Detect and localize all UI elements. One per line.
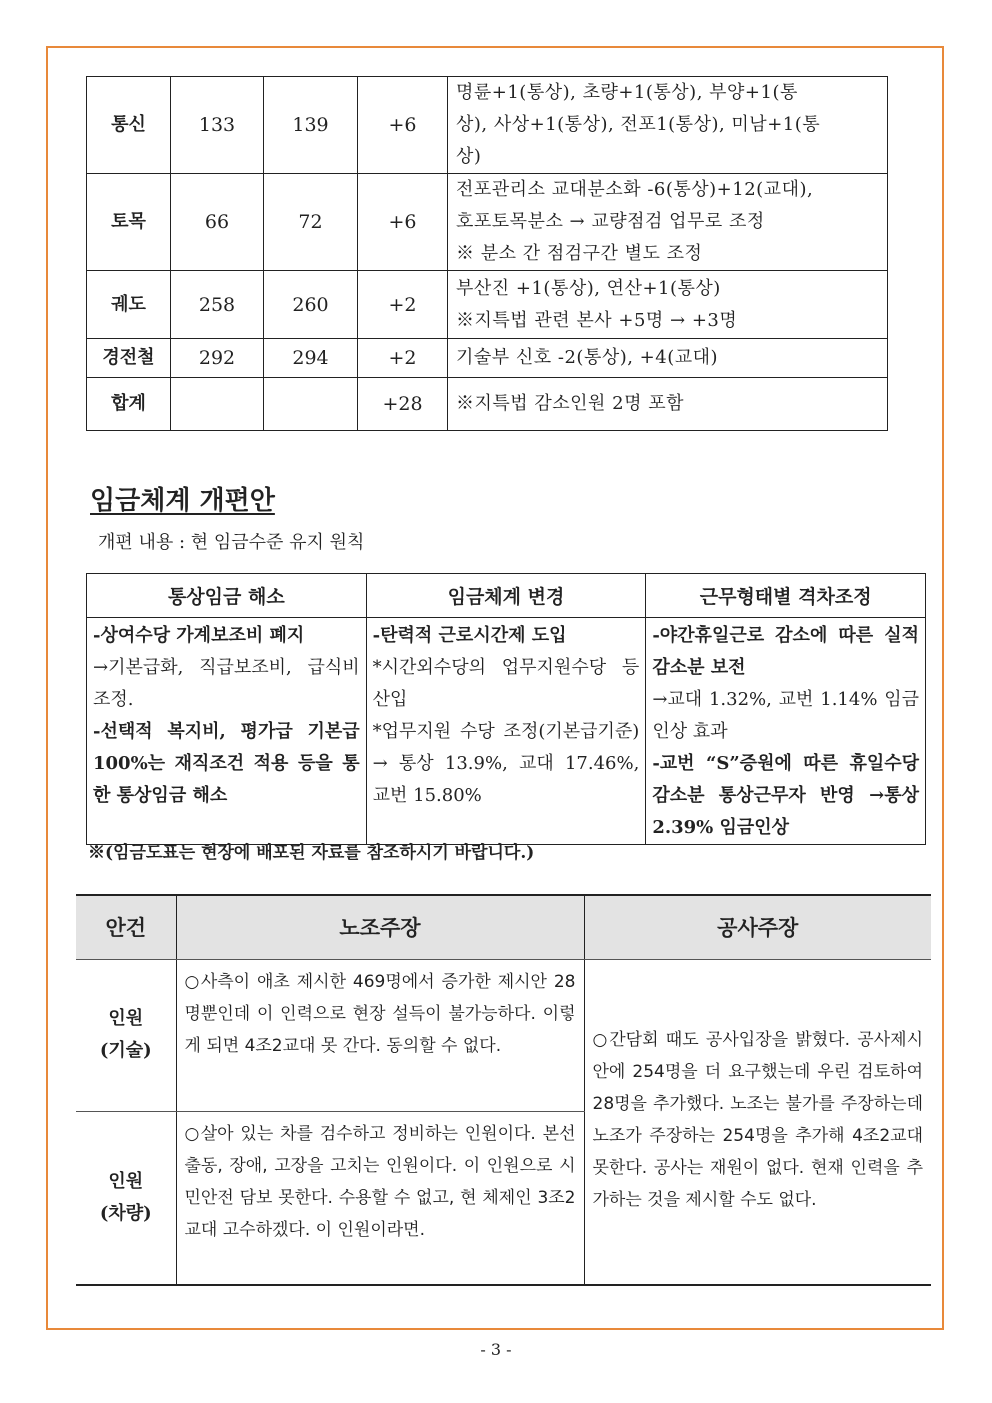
table-row: [87, 174, 888, 271]
column-header: 안건: [76, 895, 176, 959]
count-after: 72: [264, 174, 358, 271]
note-line: ※ 분소 간 점검구간 별도 조정: [456, 243, 703, 264]
count-before: 258: [171, 271, 264, 339]
table-row: [87, 271, 888, 339]
agenda-cell: [76, 1111, 176, 1285]
table-row: [76, 959, 931, 1111]
page-number: - 3 -: [480, 1340, 512, 1359]
agenda-label: 인원: [108, 1008, 144, 1029]
count-after: 294: [264, 339, 358, 378]
column-header: 통상임금 해소: [87, 574, 367, 618]
count-after: [264, 378, 358, 431]
note-line: 상): [456, 146, 482, 167]
note-line: 명륜+1(통상), 초량+1(통상), 부양+1(통: [456, 82, 798, 103]
note-line: 부산진 +1(통상), 연산+1(통상): [456, 277, 721, 299]
table-row: [87, 378, 888, 431]
count-after: 260: [264, 271, 358, 339]
note-line: 상), 사상+1(통상), 전포1(통상), 미남+1(통: [456, 114, 821, 135]
dept-cell: 토목: [87, 174, 171, 271]
company-claim: ○간담회 때도 공사입장을 밝혔다. 공사제시안에 254명을 더 요구했는데 우린 검토하여 28명을 추가했다. 노조는 불가를 주장하는데 노조가 주장하는 254명을 추가해 4조2교대 못한다. 공사는 재원이 없다. 현재 인력을 추가하는 것을 제시할 수도 없다.: [584, 959, 931, 1285]
item-text: *업무지원 수당 조정(기본급기준) → 통상 13.9%, 교대 17.46%, 교번 15.80%: [372, 721, 640, 806]
footnote: ※(임금도표는 현장에 배포된 자료를 참조하시기 바랍니다.): [88, 843, 535, 863]
count-diff: +6: [358, 77, 448, 174]
wage-table: [86, 573, 926, 845]
bold-item: -야간휴일근로 감소에 따른 실적감소분 보전: [652, 625, 919, 678]
bold-item: -상여수당 가계보조비 폐지: [93, 625, 305, 646]
wage-cell: [646, 618, 926, 845]
dept-cell: 경전철: [87, 339, 171, 378]
dept-cell: 통신: [87, 77, 171, 174]
table-row: [87, 77, 888, 174]
note-line: 호포토목분소 → 교량점검 업무로 조정: [456, 211, 765, 232]
item-text: →교대 1.32%, 교번 1.14% 임금인상 효과: [652, 689, 919, 742]
note-cell: [448, 339, 888, 378]
count-before: [171, 378, 264, 431]
agenda-sublabel: (기술): [99, 1040, 152, 1061]
count-after: 139: [264, 77, 358, 174]
column-header: 근무형태별 격차조정: [646, 574, 926, 618]
item-text: →기본급화, 직급보조비, 급식비 조정.: [93, 657, 360, 710]
section-title: 임금체계 개편안: [90, 486, 275, 516]
count-before: 292: [171, 339, 264, 378]
count-diff: +2: [358, 339, 448, 378]
column-header: 공사주장: [584, 895, 931, 959]
note-cell: [448, 77, 888, 174]
item-text: *시간외수당의 업무지원수당 등 산입: [372, 657, 640, 710]
agenda-cell: [76, 959, 176, 1111]
bold-item: -탄력적 근로시간제 도입: [372, 625, 567, 646]
table-row: [87, 339, 888, 378]
count-diff: +2: [358, 271, 448, 339]
section-subtitle: 개편 내용 : 현 임금수준 유지 원칙: [98, 532, 365, 553]
bold-item: -교번 “S”증원에 따른 휴일수당 감소분 통상근무자 반영 →통상 2.39% 임금인상: [652, 753, 919, 838]
table-row: [87, 618, 926, 845]
note-cell: [448, 378, 888, 431]
count-diff: +6: [358, 174, 448, 271]
note-line: ※지특법 감소인원 2명 포함: [456, 393, 684, 414]
dept-cell: 궤도: [87, 271, 171, 339]
count-before: 133: [171, 77, 264, 174]
wage-cell: [87, 618, 367, 845]
table-header-row: [87, 574, 926, 618]
agenda-sublabel: (차량): [99, 1202, 152, 1224]
agenda-label: 인원: [108, 1170, 144, 1192]
dept-cell: 합계: [87, 378, 171, 431]
column-header: 임금체계 변경: [366, 574, 646, 618]
table-header-row: [76, 895, 931, 959]
note-cell: [448, 271, 888, 339]
union-claim: ○사측이 애초 제시한 469명에서 증가한 제시안 28명뿐인데 이 인력으로 현장 설득이 불가능하다. 이렇게 되면 4조2교대 못 간다. 동의할 수 없다.: [176, 959, 584, 1111]
bold-item: -선택적 복지비, 평가급 기본급 100%는 재직조건 적용 등을 통한 통상임금 해소: [93, 721, 360, 806]
count-before: 66: [171, 174, 264, 271]
union-claim: ○살아 있는 차를 검수하고 정비하는 인원이다. 본선출동, 장애, 고장을 고치는 인원이다. 이 인원으로 시민안전 담보 못한다. 수용할 수 없고, 현 체제인 3조2교대 고수하겠다. 이 인원이라면.: [176, 1111, 584, 1285]
note-cell: [448, 174, 888, 271]
column-header: 노조주장: [176, 895, 584, 959]
wage-cell: [366, 618, 646, 845]
staffing-table: [86, 76, 888, 431]
note-line: 기술부 신호 -2(통상), +4(교대): [456, 347, 719, 368]
positions-table: [76, 894, 931, 1286]
note-line: ※지특법 관련 본사 +5명 → +3명: [456, 309, 738, 331]
count-diff: +28: [358, 378, 448, 431]
note-line: 전포관리소 교대분소화 -6(통상)+12(교대),: [456, 179, 814, 200]
